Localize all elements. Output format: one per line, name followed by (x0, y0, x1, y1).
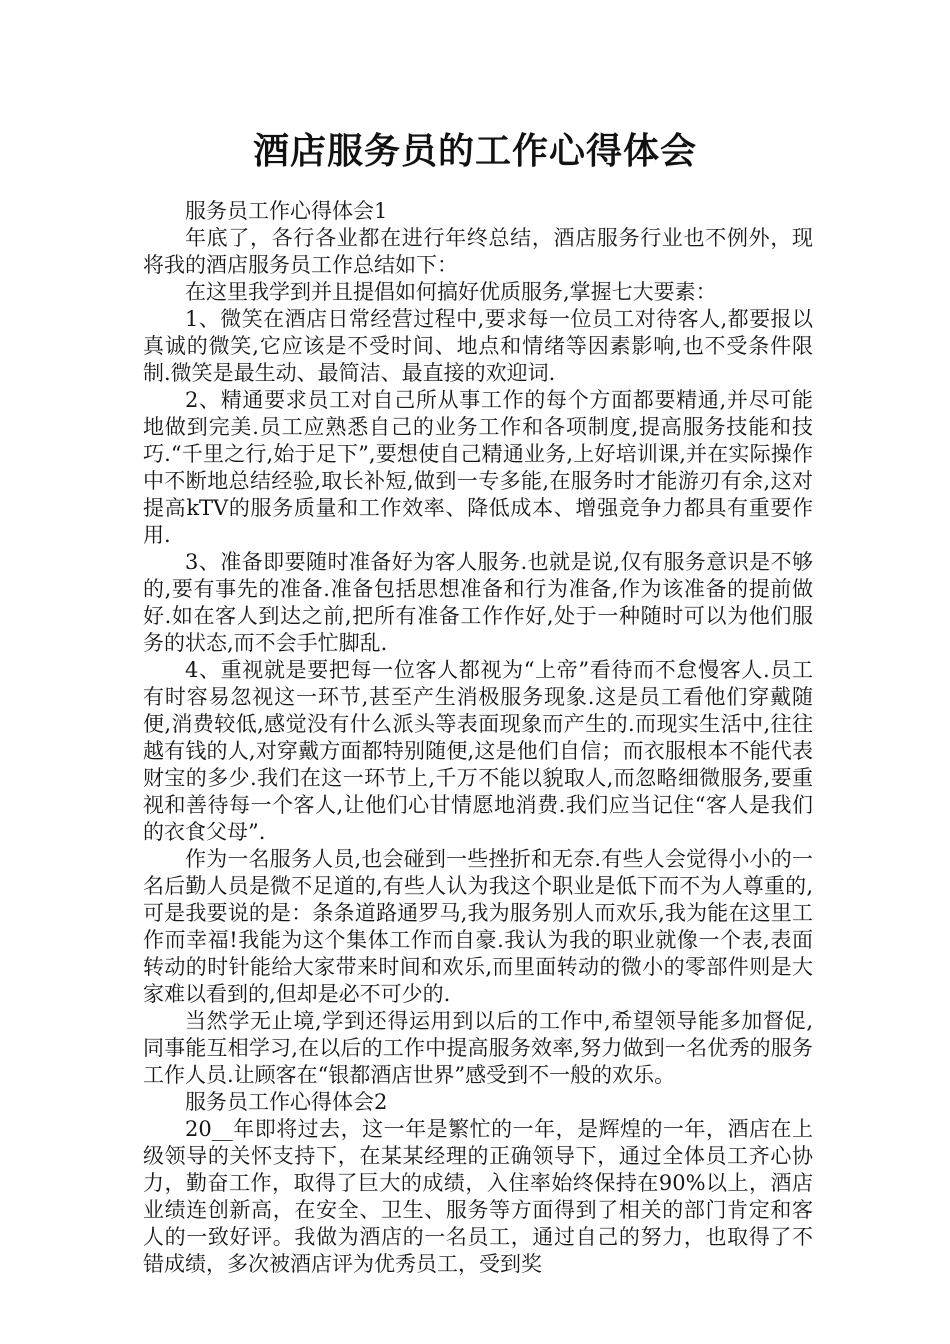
section-heading-1: 服务员工作心得体会1 (185, 199, 388, 223)
body-paragraph: 当然学无止境,学到还得运用到以后的工作中,希望领导能多加督促,同事能互相学习,在以后的工作中提高服务效率,努力做到一名优秀的服务工作人员.让顾客在“银都酒店世界”感受到不一般的欢乐。 (143, 1009, 813, 1087)
body-paragraph: 4、重视就是要把每一位客人都视为“上帝”看待而不怠慢客人.员工有时容易忽视这一环节,甚至产生消极服务现象.这是员工看他们穿戴随便,消费较低,感觉没有什么派头等表面现象而产生的.而现实生活中,往往越有钱的人,对穿戴方面都特别随便,这是他们自信；而衣服根本不能代表财宝的多少.我们在这一环节上,千万不能以貌取人,而忽略细微服务,要重视和善待每一个客人,让他们心甘情愿地消费.我们应当记住“客人是我们的衣食父母”. (143, 658, 813, 844)
body-paragraph: 作为一名服务人员,也会碰到一些挫折和无奈.有些人会觉得小小的一名后勤人员是微不足道的,有些人认为我这个职业是低下而不为人尊重的,可是我要说的是：条条道路通罗马,我为服务别人而欢乐,我为能在这里工作而幸福!我能为这个集体工作而自豪.我认为我的职业就像一个表,表面转动的时针能给大家带来时间和欢乐,而里面转动的微小的零部件则是大家难以看到的,但却是必不可少的. (143, 847, 813, 1006)
body-paragraph: 20__年即将过去，这一年是繁忙的一年，是辉煌的一年，酒店在上级领导的关怀支持下，在某某经理的正确领导下，通过全体员工齐心协力，勤奋工作，取得了巨大的成绩，入住率始终保持在90%以上，酒店业绩连创新高，在安全、卫生、服务等方面得到了相关的部门肯定和客人的一致好评。我做为酒店的一名员工，通过自己的努力，也取得了不错成绩，多次被酒店评为优秀员工，受到奖 (143, 1117, 813, 1276)
document-body (143, 198, 813, 1278)
body-paragraph: 3、准备即要随时准备好为客人服务.也就是说,仅有服务意识是不够的,要有事先的准备.准备包括思想准备和行为准备,作为该准备的提前做好.如在客人到达之前,把所有准备工作作好,处于一种随时可以为他们服务的状态,而不会手忙脚乱. (143, 550, 813, 655)
document-title: 酒店服务员的工作心得体会 (252, 131, 697, 172)
body-paragraph: 1、微笑在酒店日常经营过程中,要求每一位员工对待客人,都要报以真诚的微笑,它应该是不受时间、地点和情绪等因素影响,也不受条件限制.微笑是最生动、最简洁、最直接的欢迎词. (143, 307, 813, 385)
section-heading-2: 服务员工作心得体会2 (185, 1090, 388, 1114)
body-paragraph: 在这里我学到并且提倡如何搞好优质服务,掌握七大要素： (185, 280, 717, 304)
body-paragraph: 2、精通要求员工对自己所从事工作的每个方面都要精通,并尽可能地做到完美.员工应熟悉自己的业务工作和各项制度,提高服务技能和技巧.“千里之行,始于足下”,要想使自己精通业务,上好培训课,并在实际操作中不断地总结经验,取长补短,做到一专多能,在服务时才能游刃有余,这对提高kTV的服务质量和工作效率、降低成本、增强竞争力都具有重要作用. (143, 388, 813, 547)
body-paragraph: 年底了，各行各业都在进行年终总结，酒店服务行业也不例外，现将我的酒店服务员工作总结如下： (143, 226, 813, 277)
